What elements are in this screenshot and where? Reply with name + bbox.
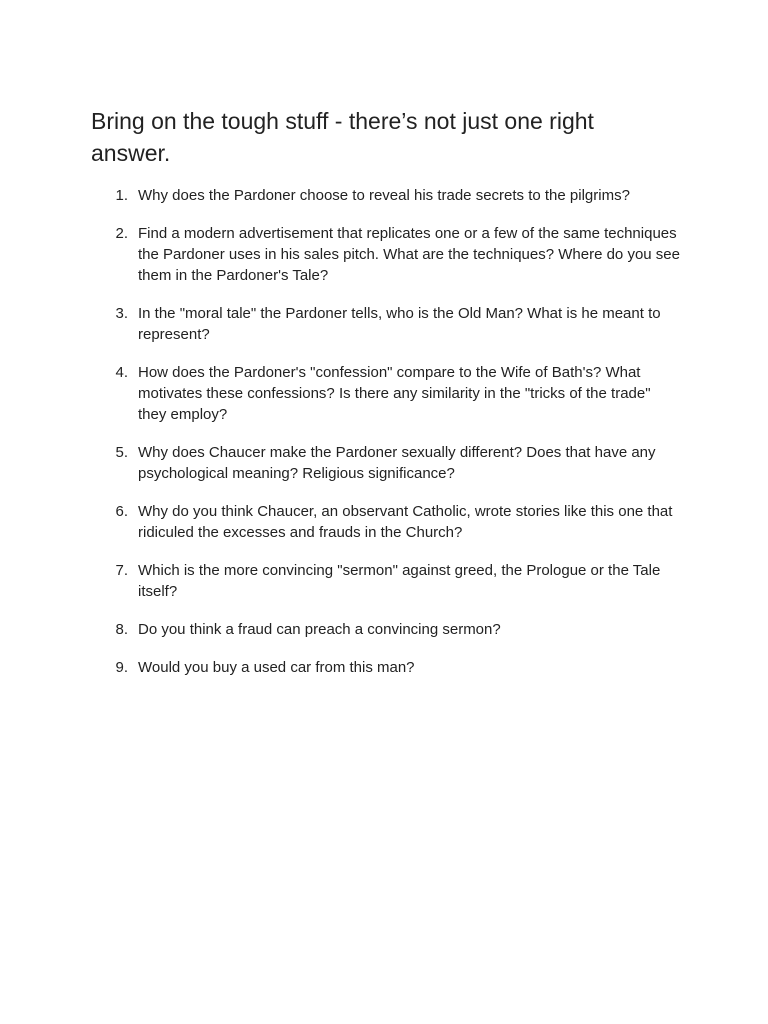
item-number: 8. [115, 621, 128, 638]
list-item [0, 657, 768, 678]
item-text: Why do you think Chaucer, an observant Catholic, wrote stories like this one that ridiculed the excesses and frauds in the Church? [138, 503, 673, 541]
item-text: How does the Pardoner's "confession" compare to the Wife of Bath's? What motivates these confessions? Is there any similarity in the "tricks of the trade" they employ? [138, 364, 651, 423]
item-number: 1. [115, 187, 128, 204]
item-text: Find a modern advertisement that replicates one or a few of the same techniques the Pardoner uses in his sales pitch. What are the techniques? Where do you see them in the Pardoner's Tale? [138, 225, 680, 284]
item-text: Why does the Pardoner choose to reveal his trade secrets to the pilgrims? [138, 187, 630, 204]
list-item [0, 185, 768, 206]
item-text: Would you buy a used car from this man? [138, 659, 415, 676]
item-number: 6. [115, 503, 128, 520]
item-text: Do you think a fraud can preach a convincing sermon? [138, 621, 501, 638]
item-text: In the "moral tale" the Pardoner tells, who is the Old Man? What is he meant to represent? [138, 305, 661, 343]
item-number: 9. [115, 659, 128, 676]
item-text: Which is the more convincing "sermon" against greed, the Prologue or the Tale itself? [138, 562, 661, 600]
item-text: Why does Chaucer make the Pardoner sexually different? Does that have any psychological meaning? Religious significance? [138, 444, 656, 482]
page-title: Bring on the tough stuff - there’s not just one right answer. [91, 108, 594, 166]
item-number: 3. [115, 305, 128, 322]
list-item [0, 362, 768, 425]
list-item [0, 501, 768, 543]
item-number: 5. [115, 444, 128, 461]
list-item [0, 560, 768, 602]
item-number: 4. [115, 364, 128, 381]
list-item [0, 223, 768, 286]
question-list [0, 185, 768, 695]
item-number: 2. [115, 225, 128, 242]
item-number: 7. [115, 562, 128, 579]
list-item [0, 442, 768, 484]
list-item [0, 619, 768, 640]
list-item [0, 303, 768, 345]
